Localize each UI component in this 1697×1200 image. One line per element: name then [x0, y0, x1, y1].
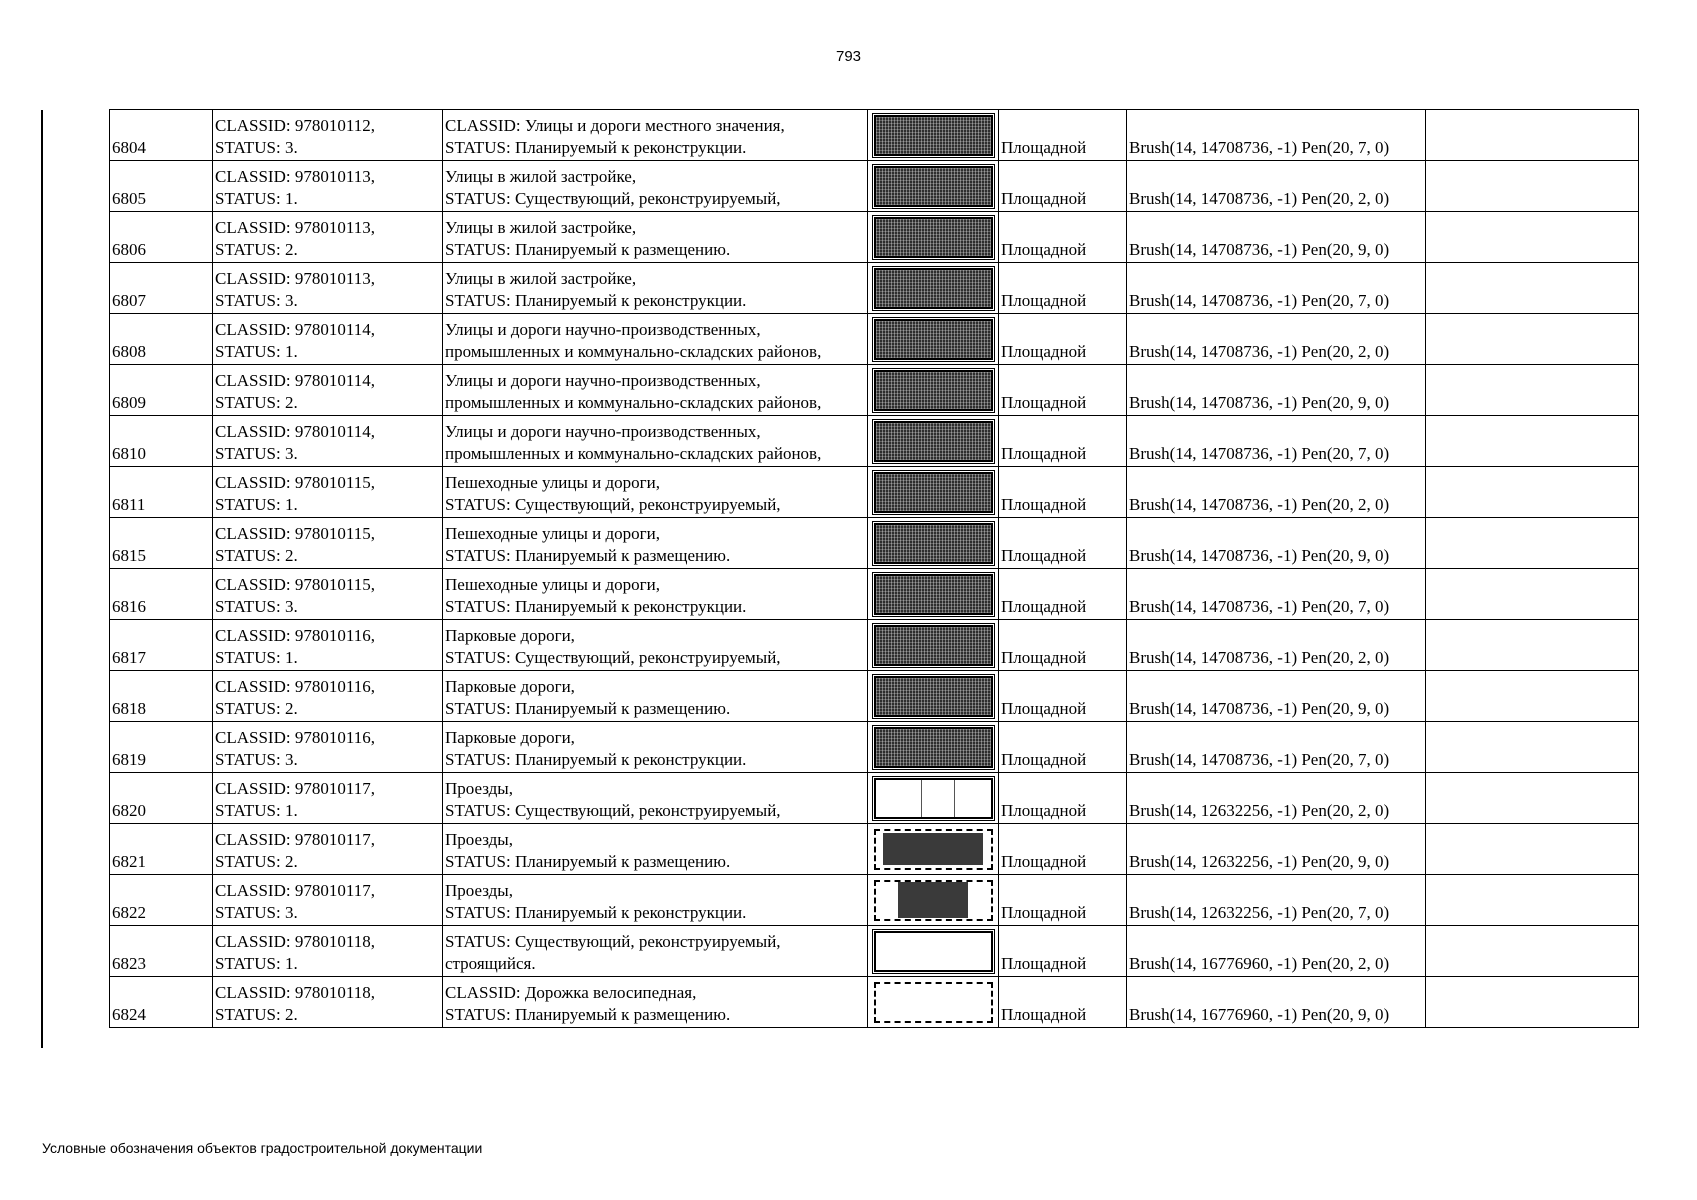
legend-symbol-swatch	[874, 676, 993, 717]
object-type-cell	[999, 467, 1127, 518]
classid-text: CLASSID: 978010118,	[215, 983, 375, 1002]
description-line-1: Проезды,	[445, 779, 513, 798]
classid-cell	[213, 110, 443, 161]
style-cell	[1127, 212, 1426, 263]
classid-text: CLASSID: 978010117,	[215, 881, 375, 900]
object-code: 6823	[112, 954, 146, 973]
description-cell	[443, 365, 868, 416]
description-line-1: Улицы и дороги научно-производственных,	[445, 422, 761, 441]
status-text: STATUS: 3.	[215, 597, 298, 616]
symbol-cell	[868, 161, 999, 212]
status-text: STATUS: 2.	[215, 852, 298, 871]
description-cell	[443, 416, 868, 467]
symbol-cell	[868, 263, 999, 314]
table-row	[110, 773, 1639, 824]
status-text: STATUS: 1.	[215, 648, 298, 667]
table-row	[110, 824, 1639, 875]
object-code-cell	[110, 773, 213, 824]
table-row	[110, 416, 1639, 467]
legend-symbol-swatch	[874, 574, 993, 615]
description-line-1: Парковые дороги,	[445, 626, 575, 645]
status-text: STATUS: 2.	[215, 393, 298, 412]
style-text: Brush(14, 12632256, -1) Pen(20, 2, 0)	[1129, 801, 1390, 820]
object-type: Площадной	[1001, 393, 1087, 412]
status-text: STATUS: 1.	[215, 954, 298, 973]
object-type-cell	[999, 263, 1127, 314]
object-code-cell	[110, 263, 213, 314]
description-line-2: строящийся.	[445, 954, 536, 973]
object-code: 6805	[112, 189, 146, 208]
object-code: 6820	[112, 801, 146, 820]
object-type: Площадной	[1001, 546, 1087, 565]
table-row	[110, 671, 1639, 722]
note-cell	[1426, 212, 1639, 263]
note-cell	[1426, 314, 1639, 365]
description-line-1: Улицы в жилой застройке,	[445, 269, 637, 288]
classid-cell	[213, 773, 443, 824]
description-line-1: CLASSID: Улицы и дороги местного значения,	[445, 116, 785, 135]
description-line-2: STATUS: Планируемый к реконструкции.	[445, 903, 747, 922]
style-cell	[1127, 518, 1426, 569]
description-line-2: STATUS: Существующий, реконструируемый,	[445, 648, 781, 667]
note-cell	[1426, 569, 1639, 620]
style-cell	[1127, 110, 1426, 161]
classid-cell	[213, 569, 443, 620]
object-code: 6809	[112, 393, 146, 412]
object-code: 6819	[112, 750, 146, 769]
note-cell	[1426, 365, 1639, 416]
classid-cell	[213, 416, 443, 467]
style-cell	[1127, 161, 1426, 212]
legend-symbol-swatch	[874, 931, 993, 972]
style-text: Brush(14, 14708736, -1) Pen(20, 7, 0)	[1129, 597, 1390, 616]
object-code: 6822	[112, 903, 146, 922]
classid-text: CLASSID: 978010115,	[215, 524, 375, 543]
object-type: Площадной	[1001, 495, 1087, 514]
description-cell	[443, 161, 868, 212]
classid-cell	[213, 722, 443, 773]
classid-text: CLASSID: 978010118,	[215, 932, 375, 951]
object-code: 6824	[112, 1005, 146, 1024]
symbol-cell	[868, 467, 999, 518]
object-type-cell	[999, 416, 1127, 467]
object-type: Площадной	[1001, 801, 1087, 820]
classid-text: CLASSID: 978010116,	[215, 677, 375, 696]
style-cell	[1127, 824, 1426, 875]
table-row	[110, 212, 1639, 263]
description-line-2: STATUS: Существующий, реконструируемый,	[445, 189, 781, 208]
style-text: Brush(14, 14708736, -1) Pen(20, 9, 0)	[1129, 393, 1390, 412]
style-text: Brush(14, 14708736, -1) Pen(20, 7, 0)	[1129, 138, 1390, 157]
object-code: 6806	[112, 240, 146, 259]
classid-cell	[213, 161, 443, 212]
object-code-cell	[110, 875, 213, 926]
description-line-1: Улицы в жилой застройке,	[445, 167, 637, 186]
object-type-cell	[999, 110, 1127, 161]
style-text: Brush(14, 14708736, -1) Pen(20, 9, 0)	[1129, 546, 1390, 565]
description-line-2: STATUS: Планируемый к размещению.	[445, 699, 731, 718]
style-cell	[1127, 977, 1426, 1028]
symbol-cell	[868, 569, 999, 620]
description-line-1: Пешеходные улицы и дороги,	[445, 524, 660, 543]
object-code: 6816	[112, 597, 146, 616]
classid-text: CLASSID: 978010117,	[215, 830, 375, 849]
symbol-cell	[868, 671, 999, 722]
table-row	[110, 569, 1639, 620]
status-text: STATUS: 3.	[215, 750, 298, 769]
style-cell	[1127, 722, 1426, 773]
symbol-cell	[868, 926, 999, 977]
style-cell	[1127, 926, 1426, 977]
legend-table	[109, 109, 1639, 1028]
object-code-cell	[110, 161, 213, 212]
classid-cell	[213, 875, 443, 926]
description-cell	[443, 569, 868, 620]
object-code-cell	[110, 518, 213, 569]
classid-cell	[213, 671, 443, 722]
classid-text: CLASSID: 978010117,	[215, 779, 375, 798]
object-type: Площадной	[1001, 903, 1087, 922]
description-cell	[443, 314, 868, 365]
style-cell	[1127, 773, 1426, 824]
object-type: Площадной	[1001, 342, 1087, 361]
style-text: Brush(14, 14708736, -1) Pen(20, 9, 0)	[1129, 240, 1390, 259]
legend-symbol-swatch	[874, 727, 993, 768]
symbol-cell	[868, 824, 999, 875]
style-cell	[1127, 263, 1426, 314]
legend-symbol-swatch	[874, 829, 993, 870]
note-cell	[1426, 518, 1639, 569]
note-cell	[1426, 671, 1639, 722]
table-row	[110, 518, 1639, 569]
legend-symbol-swatch	[874, 370, 993, 411]
table-row	[110, 977, 1639, 1028]
symbol-cell	[868, 773, 999, 824]
object-code-cell	[110, 926, 213, 977]
classid-cell	[213, 518, 443, 569]
classid-text: CLASSID: 978010114,	[215, 371, 375, 390]
status-text: STATUS: 1.	[215, 495, 298, 514]
object-type-cell	[999, 824, 1127, 875]
note-cell	[1426, 620, 1639, 671]
object-code: 6817	[112, 648, 146, 667]
description-line-1: Улицы в жилой застройке,	[445, 218, 637, 237]
description-line-1: Парковые дороги,	[445, 677, 575, 696]
legend-symbol-swatch	[874, 217, 993, 258]
table-row	[110, 110, 1639, 161]
symbol-cell	[868, 977, 999, 1028]
classid-text: CLASSID: 978010116,	[215, 626, 375, 645]
note-cell	[1426, 161, 1639, 212]
description-line-2: промышленных и коммунально-складских районов,	[445, 342, 822, 361]
object-type: Площадной	[1001, 699, 1087, 718]
legend-symbol-swatch	[874, 625, 993, 666]
object-code: 6810	[112, 444, 146, 463]
object-type-cell	[999, 569, 1127, 620]
description-cell	[443, 110, 868, 161]
status-text: STATUS: 2.	[215, 546, 298, 565]
object-code-cell	[110, 365, 213, 416]
description-line-1: CLASSID: Дорожка велосипедная,	[445, 983, 697, 1002]
description-line-1: Пешеходные улицы и дороги,	[445, 575, 660, 594]
table-row	[110, 161, 1639, 212]
object-type: Площадной	[1001, 1005, 1087, 1024]
note-cell	[1426, 926, 1639, 977]
legend-symbol-swatch	[874, 166, 993, 207]
classid-text: CLASSID: 978010113,	[215, 167, 375, 186]
style-cell	[1127, 875, 1426, 926]
style-cell	[1127, 569, 1426, 620]
object-type-cell	[999, 977, 1127, 1028]
symbol-cell	[868, 620, 999, 671]
description-line-2: STATUS: Существующий, реконструируемый,	[445, 495, 781, 514]
object-code-cell	[110, 824, 213, 875]
style-cell	[1127, 365, 1426, 416]
object-code-cell	[110, 467, 213, 518]
style-text: Brush(14, 14708736, -1) Pen(20, 7, 0)	[1129, 444, 1390, 463]
object-type: Площадной	[1001, 750, 1087, 769]
description-cell	[443, 977, 868, 1028]
classid-cell	[213, 620, 443, 671]
description-line-2: STATUS: Планируемый к реконструкции.	[445, 597, 747, 616]
description-line-2: промышленных и коммунально-складских районов,	[445, 393, 822, 412]
legend-symbol-swatch	[874, 268, 993, 309]
object-code: 6815	[112, 546, 146, 565]
object-type-cell	[999, 875, 1127, 926]
document-footer: Условные обозначения объектов градостроительной документации	[42, 1140, 483, 1156]
description-cell	[443, 926, 868, 977]
legend-symbol-swatch	[874, 982, 993, 1023]
description-cell	[443, 263, 868, 314]
object-code: 6818	[112, 699, 146, 718]
status-text: STATUS: 3.	[215, 444, 298, 463]
classid-text: CLASSID: 978010114,	[215, 320, 375, 339]
object-type-cell	[999, 518, 1127, 569]
status-text: STATUS: 3.	[215, 291, 298, 310]
status-text: STATUS: 1.	[215, 342, 298, 361]
description-cell	[443, 518, 868, 569]
description-line-2: STATUS: Планируемый к размещению.	[445, 546, 731, 565]
style-text: Brush(14, 14708736, -1) Pen(20, 7, 0)	[1129, 291, 1390, 310]
symbol-cell	[868, 722, 999, 773]
description-line-2: STATUS: Планируемый к размещению.	[445, 852, 731, 871]
symbol-cell	[868, 875, 999, 926]
legend-symbol-swatch	[874, 421, 993, 462]
style-text: Brush(14, 14708736, -1) Pen(20, 2, 0)	[1129, 189, 1390, 208]
object-code: 6821	[112, 852, 146, 871]
classid-cell	[213, 926, 443, 977]
status-text: STATUS: 2.	[215, 240, 298, 259]
style-text: Brush(14, 14708736, -1) Pen(20, 7, 0)	[1129, 750, 1390, 769]
description-cell	[443, 620, 868, 671]
classid-text: CLASSID: 978010113,	[215, 269, 375, 288]
description-line-2: STATUS: Планируемый к реконструкции.	[445, 138, 747, 157]
style-text: Brush(14, 16776960, -1) Pen(20, 9, 0)	[1129, 1005, 1390, 1024]
description-line-1: Пешеходные улицы и дороги,	[445, 473, 660, 492]
object-code: 6808	[112, 342, 146, 361]
description-line-1: STATUS: Существующий, реконструируемый,	[445, 932, 781, 951]
table-row	[110, 467, 1639, 518]
description-line-1: Проезды,	[445, 881, 513, 900]
object-code-cell	[110, 569, 213, 620]
description-cell	[443, 467, 868, 518]
object-type-cell	[999, 926, 1127, 977]
object-type: Площадной	[1001, 189, 1087, 208]
symbol-cell	[868, 110, 999, 161]
style-cell	[1127, 416, 1426, 467]
table-row	[110, 314, 1639, 365]
object-type: Площадной	[1001, 954, 1087, 973]
style-text: Brush(14, 14708736, -1) Pen(20, 2, 0)	[1129, 495, 1390, 514]
table-row	[110, 926, 1639, 977]
symbol-cell	[868, 416, 999, 467]
description-cell	[443, 671, 868, 722]
object-code: 6811	[112, 495, 146, 514]
description-cell	[443, 212, 868, 263]
object-type: Площадной	[1001, 444, 1087, 463]
table-row	[110, 365, 1639, 416]
symbol-cell	[868, 212, 999, 263]
object-code-cell	[110, 416, 213, 467]
description-line-1: Улицы и дороги научно-производственных,	[445, 320, 761, 339]
note-cell	[1426, 773, 1639, 824]
classid-text: CLASSID: 978010116,	[215, 728, 375, 747]
object-code-cell	[110, 212, 213, 263]
classid-cell	[213, 977, 443, 1028]
description-line-2: STATUS: Планируемый к размещению.	[445, 1005, 731, 1024]
note-cell	[1426, 977, 1639, 1028]
status-text: STATUS: 1.	[215, 801, 298, 820]
classid-cell	[213, 212, 443, 263]
object-code-cell	[110, 314, 213, 365]
description-line-2: STATUS: Существующий, реконструируемый,	[445, 801, 781, 820]
note-cell	[1426, 416, 1639, 467]
object-code-cell	[110, 110, 213, 161]
style-cell	[1127, 467, 1426, 518]
table-row	[110, 722, 1639, 773]
description-cell	[443, 824, 868, 875]
style-text: Brush(14, 14708736, -1) Pen(20, 2, 0)	[1129, 648, 1390, 667]
style-text: Brush(14, 14708736, -1) Pen(20, 2, 0)	[1129, 342, 1390, 361]
legend-symbol-swatch	[874, 778, 993, 819]
description-line-1: Улицы и дороги научно-производственных,	[445, 371, 761, 390]
object-code-cell	[110, 620, 213, 671]
object-type-cell	[999, 365, 1127, 416]
symbol-cell	[868, 314, 999, 365]
symbol-cell	[868, 365, 999, 416]
classid-text: CLASSID: 978010115,	[215, 575, 375, 594]
style-cell	[1127, 314, 1426, 365]
symbol-cell	[868, 518, 999, 569]
object-code: 6807	[112, 291, 146, 310]
object-type-cell	[999, 722, 1127, 773]
object-type: Площадной	[1001, 648, 1087, 667]
legend-symbol-swatch	[874, 319, 993, 360]
classid-cell	[213, 314, 443, 365]
legend-table-body	[110, 110, 1639, 1028]
description-line-1: Парковые дороги,	[445, 728, 575, 747]
classid-text: CLASSID: 978010114,	[215, 422, 375, 441]
object-type: Площадной	[1001, 291, 1087, 310]
object-type: Площадной	[1001, 852, 1087, 871]
description-line-2: STATUS: Планируемый к размещению.	[445, 240, 731, 259]
margin-line	[41, 110, 43, 1048]
note-cell	[1426, 875, 1639, 926]
classid-cell	[213, 263, 443, 314]
status-text: STATUS: 2.	[215, 699, 298, 718]
object-code-cell	[110, 722, 213, 773]
style-text: Brush(14, 16776960, -1) Pen(20, 2, 0)	[1129, 954, 1390, 973]
object-type-cell	[999, 161, 1127, 212]
note-cell	[1426, 824, 1639, 875]
legend-symbol-swatch	[874, 880, 993, 921]
style-text: Brush(14, 12632256, -1) Pen(20, 9, 0)	[1129, 852, 1390, 871]
description-line-2: STATUS: Планируемый к реконструкции.	[445, 750, 747, 769]
object-type-cell	[999, 671, 1127, 722]
legend-symbol-swatch	[874, 523, 993, 564]
description-line-2: промышленных и коммунально-складских районов,	[445, 444, 822, 463]
classid-text: CLASSID: 978010112,	[215, 116, 375, 135]
legend-symbol-swatch	[874, 472, 993, 513]
classid-cell	[213, 824, 443, 875]
object-type-cell	[999, 620, 1127, 671]
status-text: STATUS: 2.	[215, 1005, 298, 1024]
object-type: Площадной	[1001, 597, 1087, 616]
style-text: Brush(14, 12632256, -1) Pen(20, 7, 0)	[1129, 903, 1390, 922]
description-cell	[443, 773, 868, 824]
note-cell	[1426, 263, 1639, 314]
description-line-1: Проезды,	[445, 830, 513, 849]
object-code-cell	[110, 671, 213, 722]
style-cell	[1127, 671, 1426, 722]
table-row	[110, 875, 1639, 926]
status-text: STATUS: 1.	[215, 189, 298, 208]
object-type: Площадной	[1001, 138, 1087, 157]
object-type-cell	[999, 773, 1127, 824]
status-text: STATUS: 3.	[215, 903, 298, 922]
description-cell	[443, 875, 868, 926]
note-cell	[1426, 110, 1639, 161]
table-row	[110, 263, 1639, 314]
classid-cell	[213, 467, 443, 518]
table-row	[110, 620, 1639, 671]
style-cell	[1127, 620, 1426, 671]
description-cell	[443, 722, 868, 773]
description-line-2: STATUS: Планируемый к реконструкции.	[445, 291, 747, 310]
status-text: STATUS: 3.	[215, 138, 298, 157]
object-type-cell	[999, 212, 1127, 263]
object-type-cell	[999, 314, 1127, 365]
page-number: 793	[835, 48, 862, 65]
style-text: Brush(14, 14708736, -1) Pen(20, 9, 0)	[1129, 699, 1390, 718]
legend-symbol-swatch	[874, 115, 993, 156]
object-type: Площадной	[1001, 240, 1087, 259]
classid-cell	[213, 365, 443, 416]
object-code-cell	[110, 977, 213, 1028]
note-cell	[1426, 467, 1639, 518]
note-cell	[1426, 722, 1639, 773]
classid-text: CLASSID: 978010115,	[215, 473, 375, 492]
object-code: 6804	[112, 138, 146, 157]
classid-text: CLASSID: 978010113,	[215, 218, 375, 237]
